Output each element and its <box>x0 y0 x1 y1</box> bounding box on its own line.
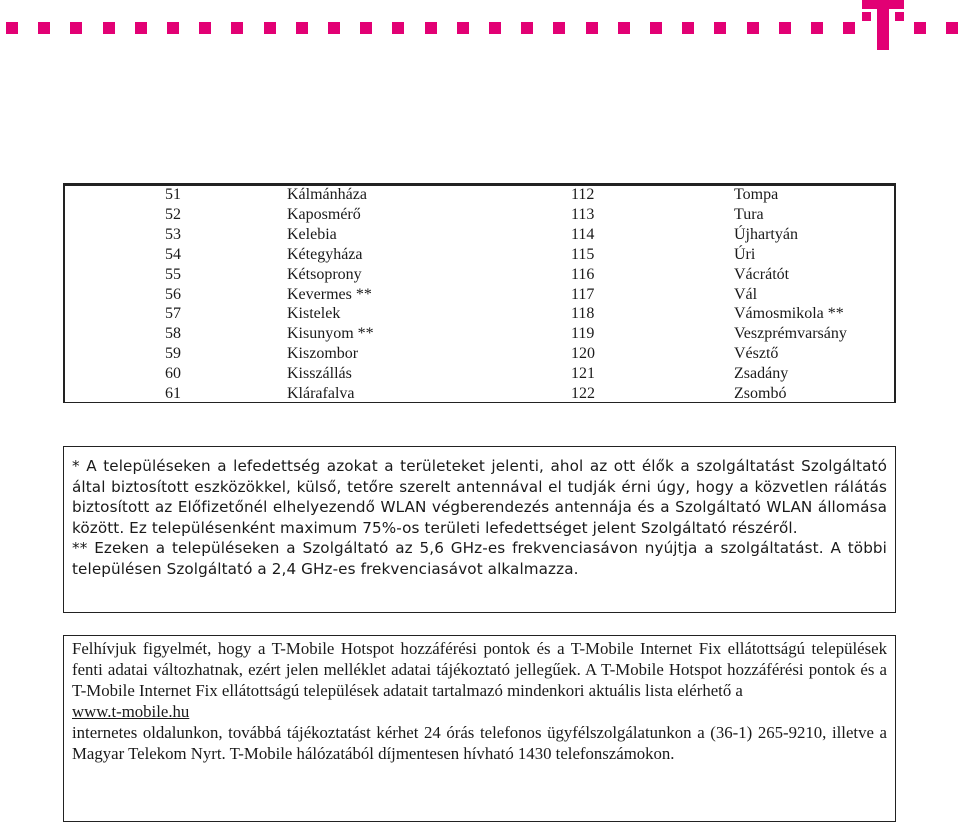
table-row <box>65 304 894 324</box>
brand-dot <box>6 22 18 34</box>
brand-dot <box>38 22 50 34</box>
table-row <box>65 245 894 265</box>
row-number: 117 <box>571 285 595 303</box>
settlement-name: Vál <box>734 285 758 303</box>
table-row <box>65 225 894 245</box>
settlement-name: Kelebia <box>287 225 337 243</box>
row-number: 112 <box>571 186 595 203</box>
row-number: 118 <box>571 305 595 323</box>
brand-dot <box>489 22 501 34</box>
settlement-name: Kiszombor <box>287 345 359 363</box>
row-number: 60 <box>165 365 181 383</box>
brand-dot-strip <box>0 22 860 36</box>
brand-dot <box>843 22 855 34</box>
table-row <box>65 265 894 285</box>
table-row <box>65 285 894 305</box>
website-link[interactable]: www.t-mobile.hu <box>72 701 190 721</box>
coverage-footnote: * A településeken a lefedettség azokat a területeket jelenti, ahol az ott élők a szolgáltatást Szolgáltató által biztosított eszközökkel, külső, tetőre szerelt antennával el tudják érni úgy, hogy a közvetlen rálátás biztosított az Előfizetőnél elhelyezendő WLAN végberendezés antennája és a Szolgáltató WLAN állomása között. Ez településenként maximum 75%-os területi lefedettséget jelent Szolgáltató részéről. <box>72 457 887 537</box>
brand-dot <box>199 22 211 34</box>
row-number: 122 <box>571 385 595 402</box>
brand-dot <box>360 22 372 34</box>
settlement-name: Kétsoprony <box>287 265 362 283</box>
row-number: 120 <box>571 345 595 363</box>
row-number: 57 <box>165 305 181 323</box>
telekom-t-logo-icon <box>862 0 904 50</box>
brand-dot <box>296 22 308 34</box>
settlements-table <box>63 183 896 403</box>
table-row <box>65 344 894 364</box>
table-row <box>65 384 894 404</box>
row-number: 59 <box>165 345 181 363</box>
settlement-name: Zsadány <box>734 365 789 383</box>
brand-dot <box>946 22 958 34</box>
brand-dot <box>328 22 340 34</box>
brand-dot <box>553 22 565 34</box>
table-row <box>65 185 894 205</box>
row-number: 119 <box>571 325 595 343</box>
brand-dot <box>425 22 437 34</box>
row-number: 115 <box>571 245 595 263</box>
row-number: 116 <box>571 265 595 283</box>
table-row <box>65 205 894 225</box>
settlement-name: Kistelek <box>287 305 341 323</box>
brand-dot <box>70 22 82 34</box>
settlement-name: Kétegyháza <box>287 245 363 263</box>
brand-dot <box>618 22 630 34</box>
brand-dot <box>457 22 469 34</box>
settlement-name: Úri <box>734 245 756 263</box>
info-box <box>63 635 896 822</box>
brand-dot <box>811 22 823 34</box>
frequency-footnote: ** Ezeken a településeken a Szolgáltató az 5,6 GHz-es frekvenciasávon nyújtja a szolgáltatást. A többi településen Szolgáltató a 2,4 GHz-es frekvenciasávot alkalmazza. <box>72 539 887 578</box>
row-number: 61 <box>165 385 181 402</box>
brand-dot <box>264 22 276 34</box>
brand-dot <box>779 22 791 34</box>
settlement-name: Zsombó <box>734 385 787 402</box>
settlement-name: Veszprémvarsány <box>734 325 847 343</box>
brand-dot <box>682 22 694 34</box>
row-number: 114 <box>571 225 595 243</box>
brand-dot <box>914 22 926 34</box>
row-number: 52 <box>165 205 181 223</box>
settlement-name: Vácrátót <box>734 265 790 283</box>
info-paragraph <box>72 639 887 764</box>
settlement-name: Tura <box>734 205 764 223</box>
settlement-name: Klárafalva <box>287 385 355 402</box>
brand-dot <box>747 22 759 34</box>
settlement-name: Kaposmérő <box>287 205 361 223</box>
brand-dot <box>167 22 179 34</box>
info-text-1: Felhívjuk figyelmét, hogy a T-Mobile Hotspot hozzáférési pontok és a T-Mobile Internet Fix ellátottságú települések fenti adatai változhatnak, ezért jelen melléklet adatai tájékoztató jellegűek. A T-Mobile Hotspot hozzáférési pontok és a T-Mobile Internet Fix ellátottságú települések adatait tartalmazó mindenkori aktuális lista elérhető a <box>72 639 887 700</box>
brand-dot <box>650 22 662 34</box>
row-number: 121 <box>571 365 595 383</box>
row-number: 113 <box>571 205 595 223</box>
brand-dot <box>103 22 115 34</box>
settlement-name: Kisszállás <box>287 365 352 383</box>
footnotes-box <box>63 446 896 613</box>
row-number: 54 <box>165 245 181 263</box>
settlement-name: Kisunyom ** <box>287 325 374 343</box>
table-row <box>65 364 894 384</box>
settlement-name: Újhartyán <box>734 225 798 243</box>
info-text-2: internetes oldalunkon, továbbá tájékoztatást kérhet 24 órás telefonos ügyfélszolgálatunkon a (36-1) 265-9210, illetve a Magyar Telekom Nyrt. T-Mobile hálózatából díjmentesen hívható 1430 telefonszámokon. <box>72 722 887 763</box>
row-number: 55 <box>165 265 181 283</box>
settlement-name: Tompa <box>734 186 779 203</box>
brand-dot <box>714 22 726 34</box>
settlement-name: Vámosmikola ** <box>734 305 844 323</box>
row-number: 53 <box>165 225 181 243</box>
row-number: 56 <box>165 285 181 303</box>
row-number: 51 <box>165 186 181 203</box>
settlement-name: Vésztő <box>734 345 779 363</box>
brand-dot <box>135 22 147 34</box>
settlement-name: Kálmánháza <box>287 186 367 203</box>
brand-dot <box>231 22 243 34</box>
settlement-name: Kevermes ** <box>287 285 372 303</box>
row-number: 58 <box>165 325 181 343</box>
brand-dot-strip-right <box>914 22 960 36</box>
brand-dot <box>521 22 533 34</box>
table-row <box>65 324 894 344</box>
brand-dot <box>392 22 404 34</box>
brand-dot <box>586 22 598 34</box>
